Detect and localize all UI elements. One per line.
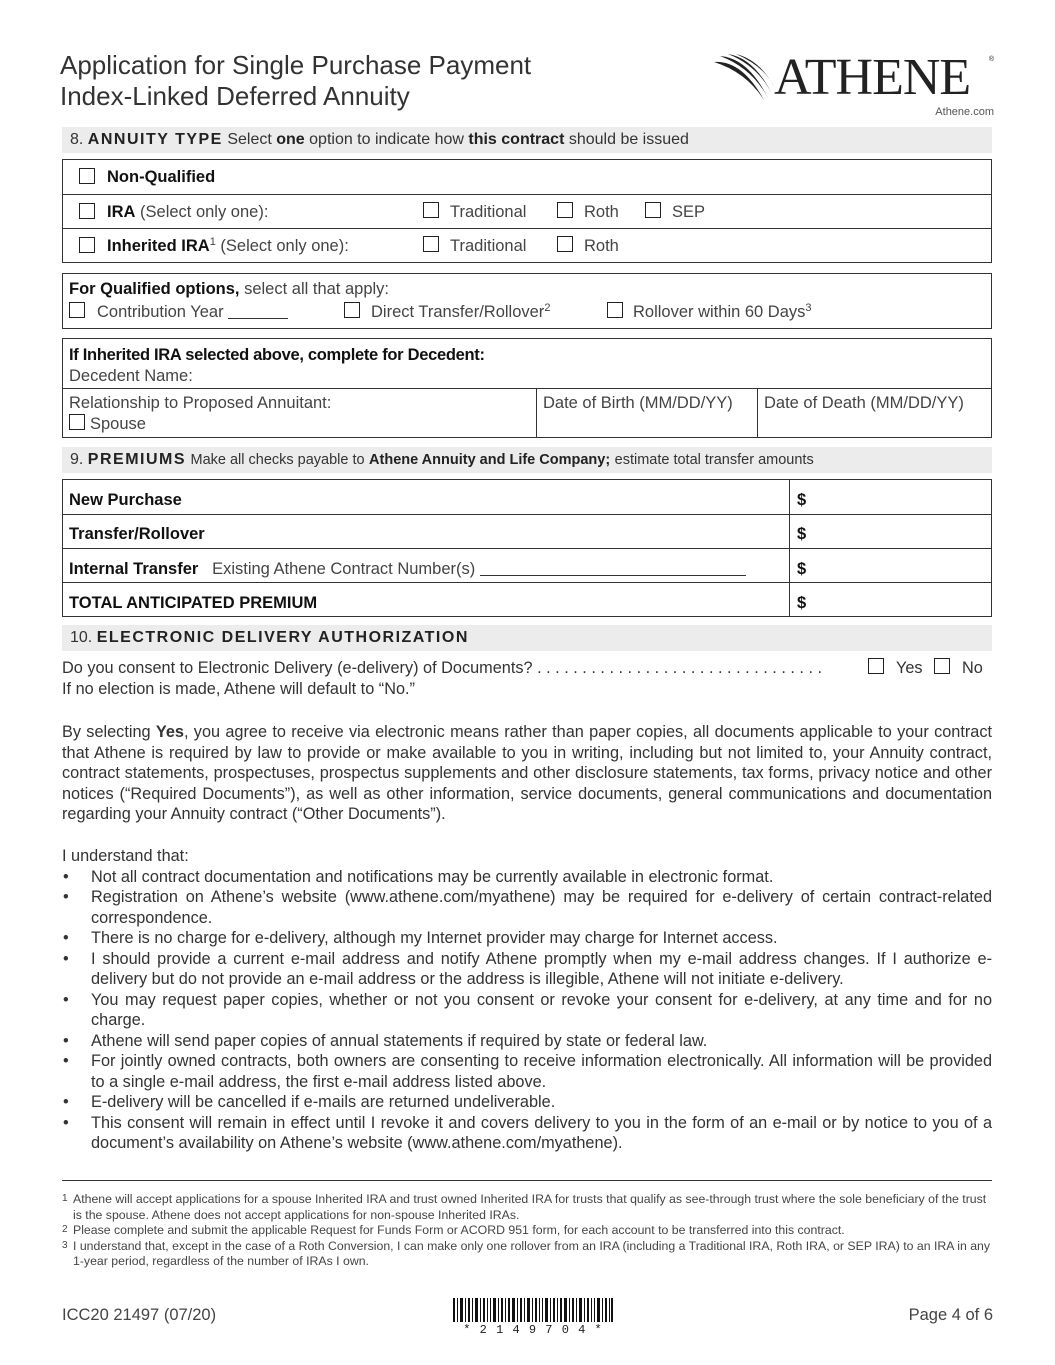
list-item: • Registration on Athene’s website (www.athene.com/myathene) may be required for e-delivery of certain contract-related correspondence. (62, 887, 992, 928)
total-premium-amount[interactable]: $ (797, 594, 807, 612)
footnote-ref-2: 2 (544, 302, 551, 314)
ira-traditional-checkbox[interactable] (423, 202, 439, 218)
existing-contract-label: Existing Athene Contract Number(s) (212, 560, 476, 578)
subtitle-bold: Athene Annuity and Life Company; (369, 452, 611, 468)
consent-text-pre: By selecting (62, 723, 151, 741)
transfer-rollover-amount[interactable]: $ (797, 525, 807, 543)
footnote-text: I understand that, except in the case of a Roth Conversion, I can make only one rollover from an IRA (including a Traditional IRA, Roth IRA, or SEP IRA) to an IRA in any 1-year period, regardless of the number of IRAs I own. (73, 1238, 991, 1268)
transfer-rollover-label: Transfer/Rollover (69, 525, 205, 543)
footnotes (62, 1192, 992, 1270)
subtitle-text: Make all checks payable to (190, 452, 365, 468)
footnote-ref-1: 1 (209, 236, 216, 248)
subtitle-text: Select (227, 131, 272, 148)
annuity-type-table (62, 159, 992, 263)
qualified-options-box (62, 273, 992, 329)
list-item: • For jointly owned contracts, both owners are consenting to receive information electronically. All information will be provided to a single e-mail address, the first e-mail address listed above. (62, 1051, 992, 1092)
footnote-mark: 1 (62, 1193, 68, 1204)
inherited-ira-note: (Select only one): (220, 237, 349, 255)
edelivery-yes-label: Yes (896, 659, 923, 677)
inherited-traditional-label: Traditional (450, 237, 527, 255)
logo-url: Athene.com (935, 106, 994, 118)
subtitle-bold: this contract (468, 131, 565, 148)
list-item: • E-delivery will be cancelled if e-mails are returned undeliverable. (62, 1092, 992, 1113)
spouse-label: Spouse (90, 415, 146, 433)
list-item: • There is no charge for e-delivery, although my Internet provider may charge for Internet access. (62, 928, 992, 949)
footnote-mark: 2 (62, 1224, 68, 1235)
athene-logo (712, 49, 996, 120)
footnote-2 (62, 1223, 992, 1239)
contribution-year-field[interactable] (228, 305, 288, 319)
list-item: • You may request paper copies, whether or not you consent or revoke your consent for e-delivery, at any time and for no charge. (62, 990, 992, 1031)
edelivery-question-text: Do you consent to Electronic Delivery (e-delivery) of Documents? . . . . . . . . . . . . . . . . . . . . . . . . . . . . . . . . (62, 659, 823, 677)
nonqualified-label: Non-Qualified (107, 168, 216, 186)
ira-note: (Select only one): (140, 203, 269, 221)
ira-label: IRA (107, 203, 136, 221)
consent-text-post: , you agree to receive via electronic means rather than paper copies, all documents applicable to your contract that Athene is required by law to provide or make available to you in writing, including but not limited to, your Annuity contract, contract statements, prospectuses, prospectus supplements and other disclosure statements, tax forms, privacy notice and other notices (“Required Documents”), as well as other information, service documents, general communications and documentation regarding your Annuity contract (“Other Documents”). (62, 723, 992, 823)
date-of-birth-field[interactable]: Date of Birth (MM/DD/YY) (543, 394, 733, 412)
section-number: 9. (70, 451, 84, 468)
contribution-year-checkbox[interactable] (69, 302, 85, 318)
list-item: • Not all contract documentation and notifications may be currently available in electronic format. (62, 867, 992, 888)
inherited-roth-checkbox[interactable] (557, 236, 573, 252)
footnote-text: Please complete and submit the applicable Request for Funds Form or ACORD 951 form, for each account to be transferred into this contract. (73, 1223, 845, 1237)
footnote-mark: 3 (62, 1239, 68, 1251)
logo-wordmark: ATHENE (774, 49, 971, 106)
subtitle-text: should be issued (568, 131, 689, 148)
page-number: Page 4 of 6 (908, 1306, 993, 1324)
edelivery-yes-checkbox[interactable] (868, 658, 884, 674)
inherited-roth-label: Roth (584, 237, 619, 255)
ira-checkbox[interactable] (79, 203, 95, 219)
inherited-ira-label: Inherited IRA (107, 237, 210, 255)
list-item: • Athene will send paper copies of annual statements if required by state or federal law. (62, 1031, 992, 1052)
existing-contract-field[interactable] (480, 562, 746, 576)
decedent-heading: If Inherited IRA selected above, complete for Decedent: (69, 346, 485, 364)
rollover-60-checkbox[interactable] (607, 302, 623, 318)
section-number: 8. (70, 131, 84, 148)
footnote-1 (62, 1192, 992, 1223)
section-9-header (62, 447, 992, 473)
footnote-3 (62, 1239, 992, 1270)
ira-roth-checkbox[interactable] (557, 202, 573, 218)
understand-heading: I understand that: (62, 847, 189, 865)
internal-transfer-amount[interactable]: $ (797, 560, 807, 578)
barcode-text: * 2 1 4 9 7 0 4 * (463, 1323, 603, 1337)
footnote-ref-3: 3 (805, 302, 812, 314)
footnote-divider (62, 1180, 992, 1181)
subtitle-text: estimate total transfer amounts (614, 452, 814, 468)
understand-list (62, 846, 992, 1154)
new-purchase-amount[interactable]: $ (797, 491, 807, 509)
total-premium-label: TOTAL ANTICIPATED PREMIUM (69, 594, 318, 612)
edelivery-no-label: No (962, 659, 983, 677)
qualified-note: select all that apply: (244, 280, 390, 298)
direct-transfer-checkbox[interactable] (344, 302, 360, 318)
ira-roth-label: Roth (584, 203, 619, 221)
ira-sep-checkbox[interactable] (645, 202, 661, 218)
barcode-icon (453, 1298, 613, 1322)
barcode (453, 1298, 613, 1324)
form-id: ICC20 21497 (07/20) (62, 1306, 217, 1324)
nonqualified-checkbox[interactable] (79, 168, 95, 184)
spouse-checkbox[interactable] (69, 414, 85, 430)
section-title: ANNUITY TYPE (87, 131, 223, 148)
inherited-traditional-checkbox[interactable] (423, 236, 439, 252)
edelivery-no-checkbox[interactable] (934, 658, 950, 674)
direct-transfer-label: Direct Transfer/Rollover (371, 303, 545, 321)
decedent-name-label[interactable]: Decedent Name: (69, 367, 193, 385)
consent-yes-bold: Yes (155, 723, 184, 741)
list-item: • This consent will remain in effect until I revoke it and covers delivery to you in the form of an e-mail or by notice to you of a document’s availability on Athene’s website (www.athene.com/myathene). (62, 1113, 992, 1154)
section-title: PREMIUMS (87, 451, 187, 468)
title-line-1: Application for Single Purchase Payment (60, 50, 532, 80)
date-of-death-field[interactable]: Date of Death (MM/DD/YY) (764, 394, 964, 412)
list-item: • I should provide a current e-mail address and notify Athene promptly when my e-mail address changes. If I authorize e-delivery but do not provide an e-mail address or the address is illegible, Athene will not initiate e-delivery. (62, 949, 992, 990)
new-purchase-label: New Purchase (69, 491, 182, 509)
contribution-year-label: Contribution Year (97, 303, 224, 321)
edelivery-question (62, 658, 992, 700)
section-8-header (62, 127, 992, 153)
rollover-60-label: Rollover within 60 Days (633, 303, 806, 321)
consent-paragraph (62, 722, 992, 825)
ira-traditional-label: Traditional (450, 203, 527, 221)
qualified-heading: For Qualified options, (69, 280, 240, 298)
section-10-header (62, 625, 992, 651)
athene-wing-icon (712, 54, 776, 104)
premiums-table (62, 479, 992, 617)
logo-registered: ® (988, 56, 994, 63)
default-note: If no election is made, Athene will default to “No.” (62, 680, 415, 698)
title-line-2: Index-Linked Deferred Annuity (60, 81, 410, 111)
footnote-text: Athene will accept applications for a spouse Inherited IRA and trust owned Inherited IRA for trusts that qualify as see-through trust where the sole beneficiary of the trust is the spouse. Athene does not accept applications for non-spouse Inherited IRAs. (73, 1192, 987, 1222)
subtitle-text: option to indicate how (309, 131, 464, 148)
internal-transfer-label: Internal Transfer (69, 560, 199, 578)
decedent-box (62, 338, 992, 438)
page-title (60, 50, 531, 112)
relationship-label[interactable]: Relationship to Proposed Annuitant: (69, 394, 332, 412)
subtitle-bold: one (276, 131, 305, 148)
section-number: 10. (70, 629, 93, 646)
section-title: ELECTRONIC DELIVERY AUTHORIZATION (96, 629, 469, 646)
ira-sep-label: SEP (672, 203, 706, 221)
inherited-ira-checkbox[interactable] (79, 237, 95, 253)
